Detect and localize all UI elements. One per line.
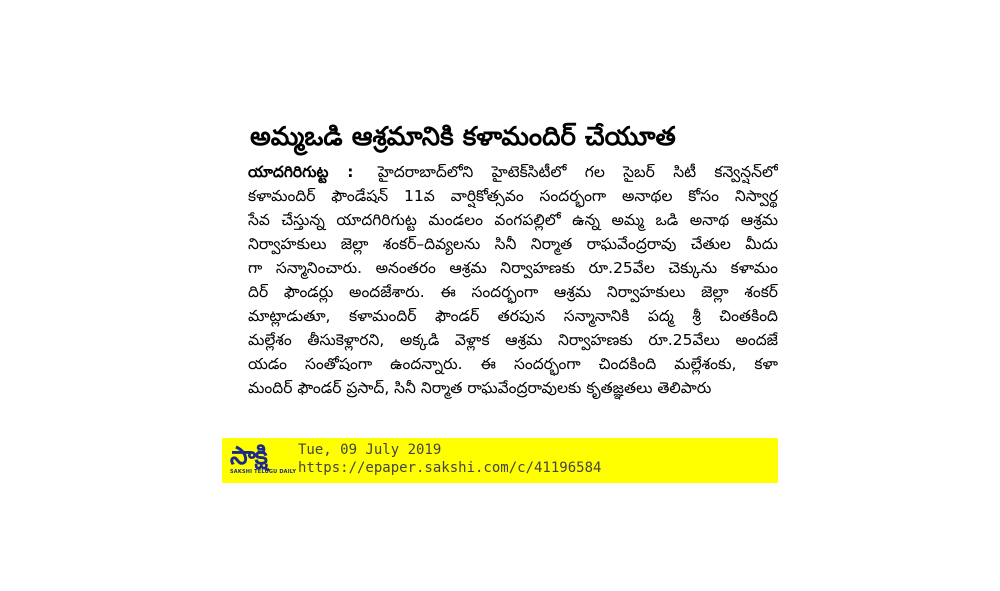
article-headline: అమ్మఒడి ఆశ్రమానికి కళామందిర్ చేయూత <box>250 122 676 152</box>
source-footer <box>222 438 778 483</box>
source-meta <box>298 441 601 477</box>
article-line-1-text: హైదరాబాద్‌లోని హైటెక్‌సిటీలో గల సైబర్ సిటీ కన్వెన్షన్‌లో <box>377 163 778 181</box>
article-line-3: సేవ చేస్తున్న యాదగిరిగుట్ట మండలం వంగపల్లిలో ఉన్న అమ్మ ఒడి అనాథ ఆశ్రమ <box>248 211 778 229</box>
article-line-9: యడం సంతోషంగా ఉందన్నారు. ఈ సందర్భంగా చిందకింది మల్లేశంకు, కళా <box>248 355 778 373</box>
article-line-7: మాట్లాడుతూ, కళామందిర్ ఫౌండర్ తరపున సన్మానానికి పద్మ శ్రీ చింతకింది <box>248 307 778 325</box>
article-line-10: మందిర్ ఫౌండర్ ప్రసాద్, సినీ నిర్మాత రాఘవేంద్రరావులకు కృతజ్ఞతలు తెలిపారు <box>248 379 712 397</box>
article-line-2: కళామందిర్ ఫౌండేషన్ 11వ వార్షికోత్సవం సందర్భంగా అనాథల కోసం నిస్వార్థ <box>248 187 778 205</box>
article-line-1 <box>248 160 778 184</box>
article-line-6: దిర్ ఫౌండర్లు అందజేశారు. ఈ సందర్భంగా ఆశ్రమ నిర్వాహకులు జెల్లా శంకర్ <box>248 283 778 301</box>
article-line-4: నిర్వాహకులు జెల్లా శంకర్–దివ్యలను సినీ నిర్మాత రాఘవేంద్రరావు చేతుల మీదు <box>248 235 778 253</box>
article-line-5: గా సన్మానించారు. అనంతరం ఆశ్రమ నిర్వాహణకు రూ.25వేల చెక్కును కళామం <box>248 259 778 277</box>
sakshi-logo-text: సాక్షి <box>230 441 267 470</box>
article-line-8: మల్లేశం తీసుకెళ్లారని, అక్కడి వెళ్లాక ఆశ్రమ నిర్వాహణకు రూ.25వేలు అందజే <box>248 331 778 349</box>
newspaper-clipping <box>248 120 778 400</box>
sakshi-logo-subtitle: SAKSHI TELUGU DAILY <box>230 469 297 475</box>
source-url[interactable]: https://epaper.sakshi.com/c/41196584 <box>298 460 602 476</box>
sakshi-logo <box>226 441 297 479</box>
article-body <box>248 160 778 400</box>
publication-date: Tue, 09 July 2019 <box>298 442 442 458</box>
article-dateline: యాదగిరిగుట్ట : <box>248 163 354 181</box>
